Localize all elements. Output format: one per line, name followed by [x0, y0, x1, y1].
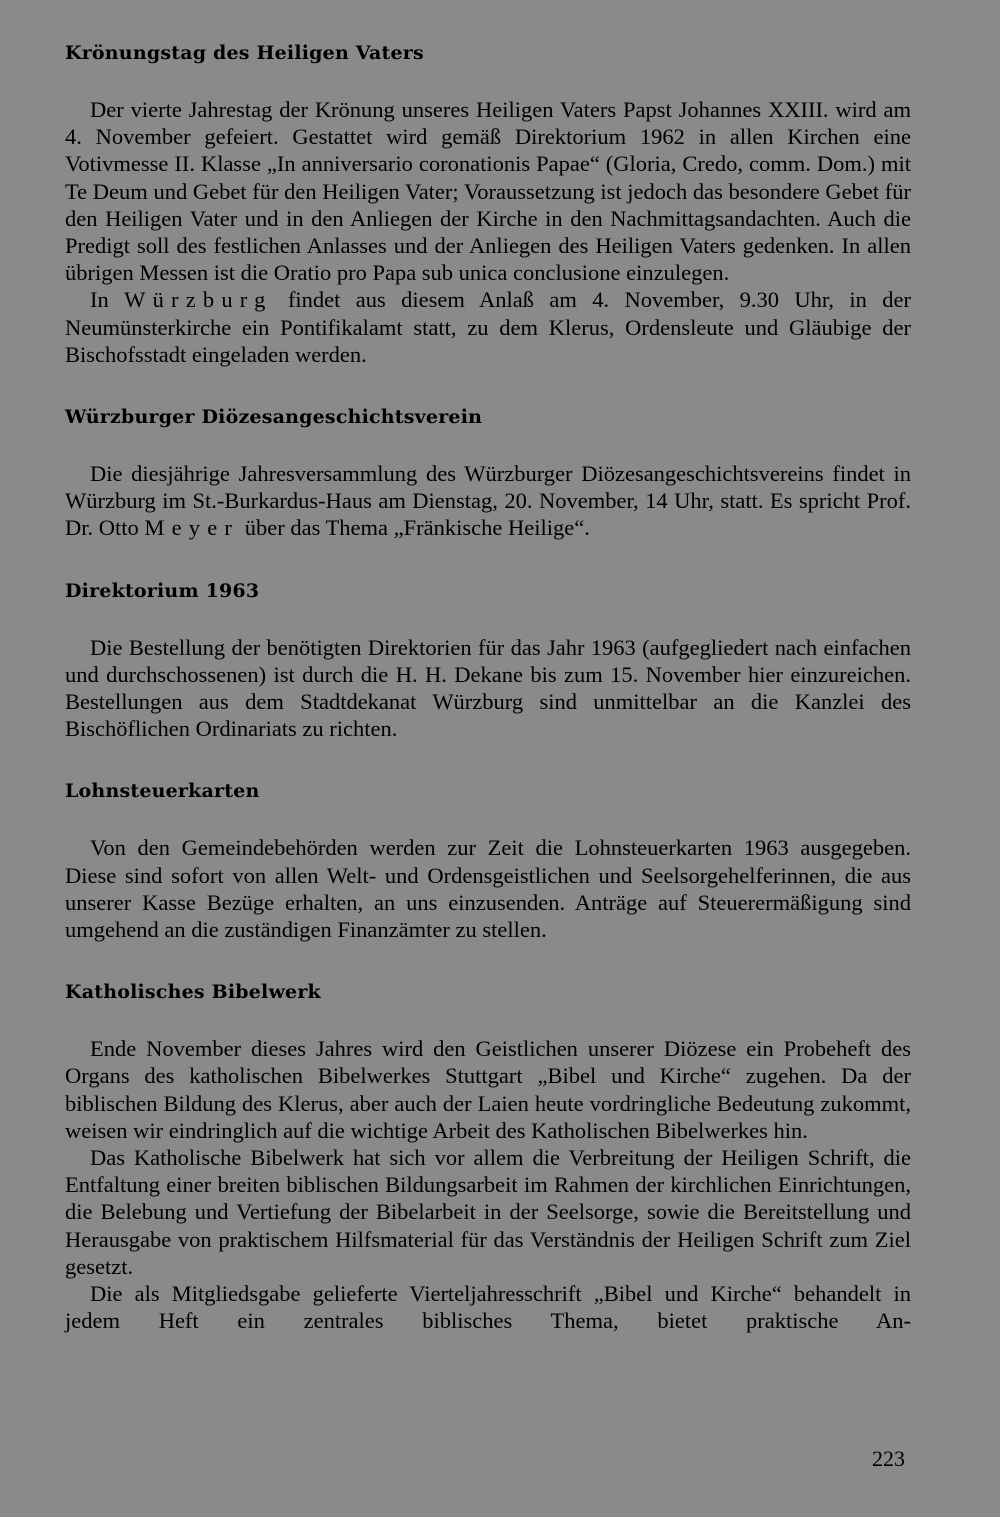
paragraph: Ende November dieses Jahres wird den Geistlichen unserer Diözese ein Probeheft des Organs des katholischen Bibelwerkes Stuttgart „Bibel und Kirche“ zugehen. Da der biblischen Bildung des Klerus, aber auch der Laien heute vordringliche Bedeutung zukommt, weisen wir eindringlich auf die wichtige Arbeit des Katholischen Bibelwerkes hin. — [65, 1036, 911, 1143]
section-lohnsteuerkarten — [65, 778, 911, 943]
page-number: 223 — [872, 1446, 905, 1471]
paragraph-text: Die diesjährige Jahresversammlung des Würzburger Diözesangeschichtsvereins findet in Würzburg im St.-Burkardus-Haus am Dienstag, 20. November, 14 Uhr, statt. Es spricht Prof. Dr. Otto — [65, 461, 911, 541]
spaced-name: Würzburg — [124, 287, 273, 313]
paragraph — [65, 460, 911, 542]
section-kroenungstag — [65, 40, 911, 368]
paragraph: Das Katholische Bibelwerk hat sich vor allem die Verbreitung der Heiligen Schrift, die Entfaltung einer breiten biblischen Bildungsarbeit im Rahmen der kirchlichen Einrichtungen, die Belebung und Vertiefung der Bibelarbeit in der Seelsorge, sowie die Bereitstellung und Herausgabe von praktischem Hilfsmaterial für das Verständnis der Heiligen Schrift zum Ziel gesetzt. — [65, 1145, 911, 1279]
section-heading: Krönungstag des Heiligen Vaters — [65, 42, 424, 64]
document-page — [65, 40, 911, 1335]
section-heading: Direktorium 1963 — [65, 579, 260, 602]
paragraph-text: über das Thema „Fränkische Heilige“. — [244, 515, 590, 541]
section-bibelwerk — [65, 979, 911, 1334]
paragraph: Die Bestellung der benötigten Direktorien für das Jahr 1963 (aufgegliedert nach einfachen und durchschossenen) ist durch die H. H. Dekane bis zum 15. November hier einzureichen. Bestellungen aus dem Stadtdekanat Würzburg sind unmittelbar an die Kanzlei des Bischöflichen Ordinariats zu richten. — [65, 634, 911, 742]
spaced-name: Meyer — [144, 515, 240, 541]
paragraph-text: In — [90, 287, 109, 313]
paragraph: Der vierte Jahrestag der Krönung unseres Heiligen Vaters Papst Johannes XXIII. wird am 4. November gefeiert. Gestattet wird gemäß Direktorium 1962 in allen Kirchen eine Votivmesse II. Klasse „In anniversario coronationis Papae“ (Gloria, Credo, comm. Dom.) mit Te Deum und Gebet für den Heiligen Vater; Voraussetzung ist jedoch das besondere Gebet für den Heiligen Vater und in den Anliegen der Kirche in den Nachmittagsandachten. Auch die Predigt soll des festlichen Anlasses und der Anliegen des Heiligen Vaters gedenken. In allen übrigen Messen ist die Oratio pro Papa sub unica conclusione einzulegen. — [65, 97, 911, 286]
paragraph: Von den Gemeindebehörden werden zur Zeit die Lohnsteuerkarten 1963 ausgegeben. Diese sind sofort von allen Welt- und Ordensgeistlichen und Seelsorgehelferinnen, die aus unserer Kasse Bezüge erhalten, an uns einzusenden. Anträge auf Steuerermäßigung sind umgehend an die zuständigen Finanzämter zu stellen. — [65, 835, 911, 943]
paragraph: Die als Mitgliedsgabe gelieferte Vierteljahresschrift „Bibel und Kirche“ behandelt in jedem Heft ein zentrales biblisches Thema, bietet praktische An- — [65, 1281, 911, 1334]
section-direktorium — [65, 578, 911, 743]
section-heading: Würzburger Diözesangeschichtsverein — [65, 406, 483, 429]
section-dioezesangeschichtsverein — [65, 404, 911, 542]
paragraph — [65, 286, 911, 368]
paragraph-text: findet aus diesem Anlaß am 4. November, 9.30 Uhr, in der Neumünsterkirche ein Pontifikalamt statt, zu dem Klerus, Ordensleute und Gläubige der Bischofsstadt eingeladen werden. — [65, 287, 912, 367]
section-heading: Katholisches Bibelwerk — [65, 981, 321, 1004]
section-heading: Lohnsteuerkarten — [65, 780, 260, 803]
